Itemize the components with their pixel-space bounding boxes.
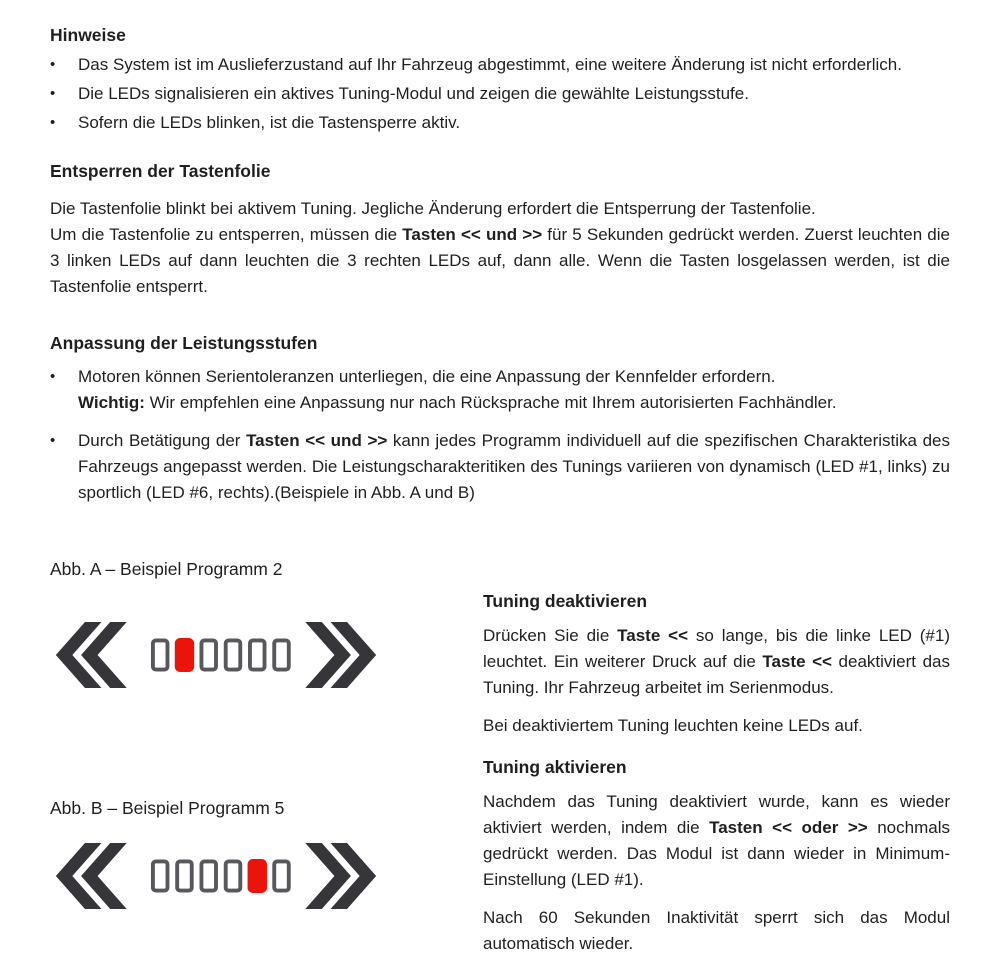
text-segment-bold: Tasten << oder >> [709, 818, 868, 837]
heading-tuning-aktivieren: Tuning aktivieren [483, 757, 627, 777]
text-segment: Drücken Sie die [483, 626, 618, 645]
led-2 [177, 640, 192, 669]
aktivieren-paragraph [483, 789, 950, 893]
led-5 [250, 640, 265, 669]
figure-a-led-indicator [55, 622, 377, 688]
list-item [50, 110, 950, 136]
text-segment-bold: Taste << [617, 626, 689, 645]
bullet-text [78, 428, 950, 506]
heading-tuning-deaktivieren: Tuning deaktivieren [483, 591, 648, 611]
bullet-text [78, 364, 950, 416]
text-segment: nochmals gedrückt werden. Das Modul ist dann wieder in Minimum-Einstellung (LED #1). [483, 818, 950, 889]
text-segment: Um die Tastenfolie zu entsperren, müssen die [50, 225, 403, 244]
text-segment-bold: Wichtig: [78, 393, 145, 412]
text-line [78, 390, 950, 416]
two-column-zone [50, 545, 950, 975]
heading-hinweise: Hinweise [50, 25, 126, 45]
list-item [50, 81, 950, 107]
bullet-icon: • [50, 85, 56, 102]
led-2 [177, 861, 192, 890]
text-segment: Wir empfehlen eine Anpassung nur nach Rücksprache mit Ihrem autorisierten Fachhändler. [144, 393, 837, 412]
led-6 [274, 861, 289, 890]
bullet-icon: • [50, 432, 56, 449]
double-chevron-left-icon [56, 622, 127, 688]
figure-b-label: Abb. B – Beispiel Programm 5 [50, 798, 285, 818]
hinweise-bullet-list [50, 52, 950, 136]
text-line: Motoren können Serientoleranzen unterliegen, die eine Anpassung der Kennfelder erfordern. [78, 367, 776, 386]
double-chevron-right-icon [305, 843, 376, 909]
led-strip [153, 640, 289, 669]
text-segment-bold: Tasten << und >> [402, 225, 543, 244]
text-segment: deaktiviert das Tuning. Ihr Fahrzeug arbeitet im Serienmodus. [483, 652, 950, 697]
entsperren-paragraph [50, 222, 950, 300]
text-segment: für 5 Sekunden gedrückt werden. Zuerst leuchten die 3 linken LEDs auf dann leuchten die 3 rechten LEDs auf, dann alle. Wenn die Tasten losgelassen werden, ist die Tastenfolie entsperrt. [50, 225, 950, 296]
text-segment: Durch Betätigung der [78, 431, 247, 450]
led-1 [153, 640, 168, 669]
list-item [50, 428, 950, 506]
heading-anpassung: Anpassung der Leistungsstufen [50, 333, 318, 353]
led-4 [226, 861, 241, 890]
led-4 [226, 640, 241, 669]
entsperren-line1: Die Tastenfolie blinkt bei aktivem Tuning. Jegliche Änderung erfordert die Entsperrung der Tastenfolie. [50, 199, 816, 218]
text-segment-bold: Taste << [762, 652, 832, 671]
double-chevron-left-icon [56, 843, 127, 909]
text-segment: kann jedes Programm individuell auf die spezifischen Charakteristika des Fahrzeugs angepasst werden. Die Leistungscharakteritiken des Tunings variieren von dynamisch (LED #1, links) zu sportlich (LED #6, rechts).(Beispiele in Abb. A und B) [78, 431, 950, 502]
bullet-icon: • [50, 114, 56, 131]
text-segment-bold: Tasten << und >> [246, 431, 388, 450]
text-segment: Nachdem das Tuning deaktiviert wurde, kann es wieder aktiviert werden, indem die [483, 792, 950, 837]
led-6 [274, 640, 289, 669]
deaktivieren-note: Bei deaktiviertem Tuning leuchten keine LEDs auf. [483, 716, 863, 735]
right-column [483, 588, 950, 957]
bullet-icon: • [50, 56, 56, 73]
list-item [50, 52, 950, 78]
figure-b-led-indicator [55, 843, 377, 909]
led-strip [153, 861, 289, 890]
led-3 [201, 861, 216, 890]
heading-entsperren: Entsperren der Tastenfolie [50, 161, 271, 181]
led-1 [153, 861, 168, 890]
bullet-text: Die LEDs signalisieren ein aktives Tuning-Modul und zeigen die gewählte Leistungsstufe. [78, 84, 749, 103]
text-segment: so lange, bis die linke LED (#1) leuchtet. Ein weiterer Druck auf die [483, 626, 950, 671]
aktivieren-note: Nach 60 Sekunden Inaktivität sperrt sich das Modul automatisch wieder. [483, 908, 950, 953]
figure-a-label: Abb. A – Beispiel Programm 2 [50, 559, 283, 579]
double-chevron-right-icon [305, 622, 376, 688]
deaktivieren-paragraph [483, 623, 950, 701]
bullet-text: Das System ist im Auslieferzustand auf Ihr Fahrzeug abgestimmt, eine weitere Änderung ist nicht erforderlich. [78, 55, 902, 74]
led-3 [201, 640, 216, 669]
bullet-icon: • [50, 368, 56, 385]
led-5 [250, 861, 265, 890]
bullet-text: Sofern die LEDs blinken, ist die Tastensperre aktiv. [78, 113, 461, 132]
list-item [50, 364, 950, 416]
